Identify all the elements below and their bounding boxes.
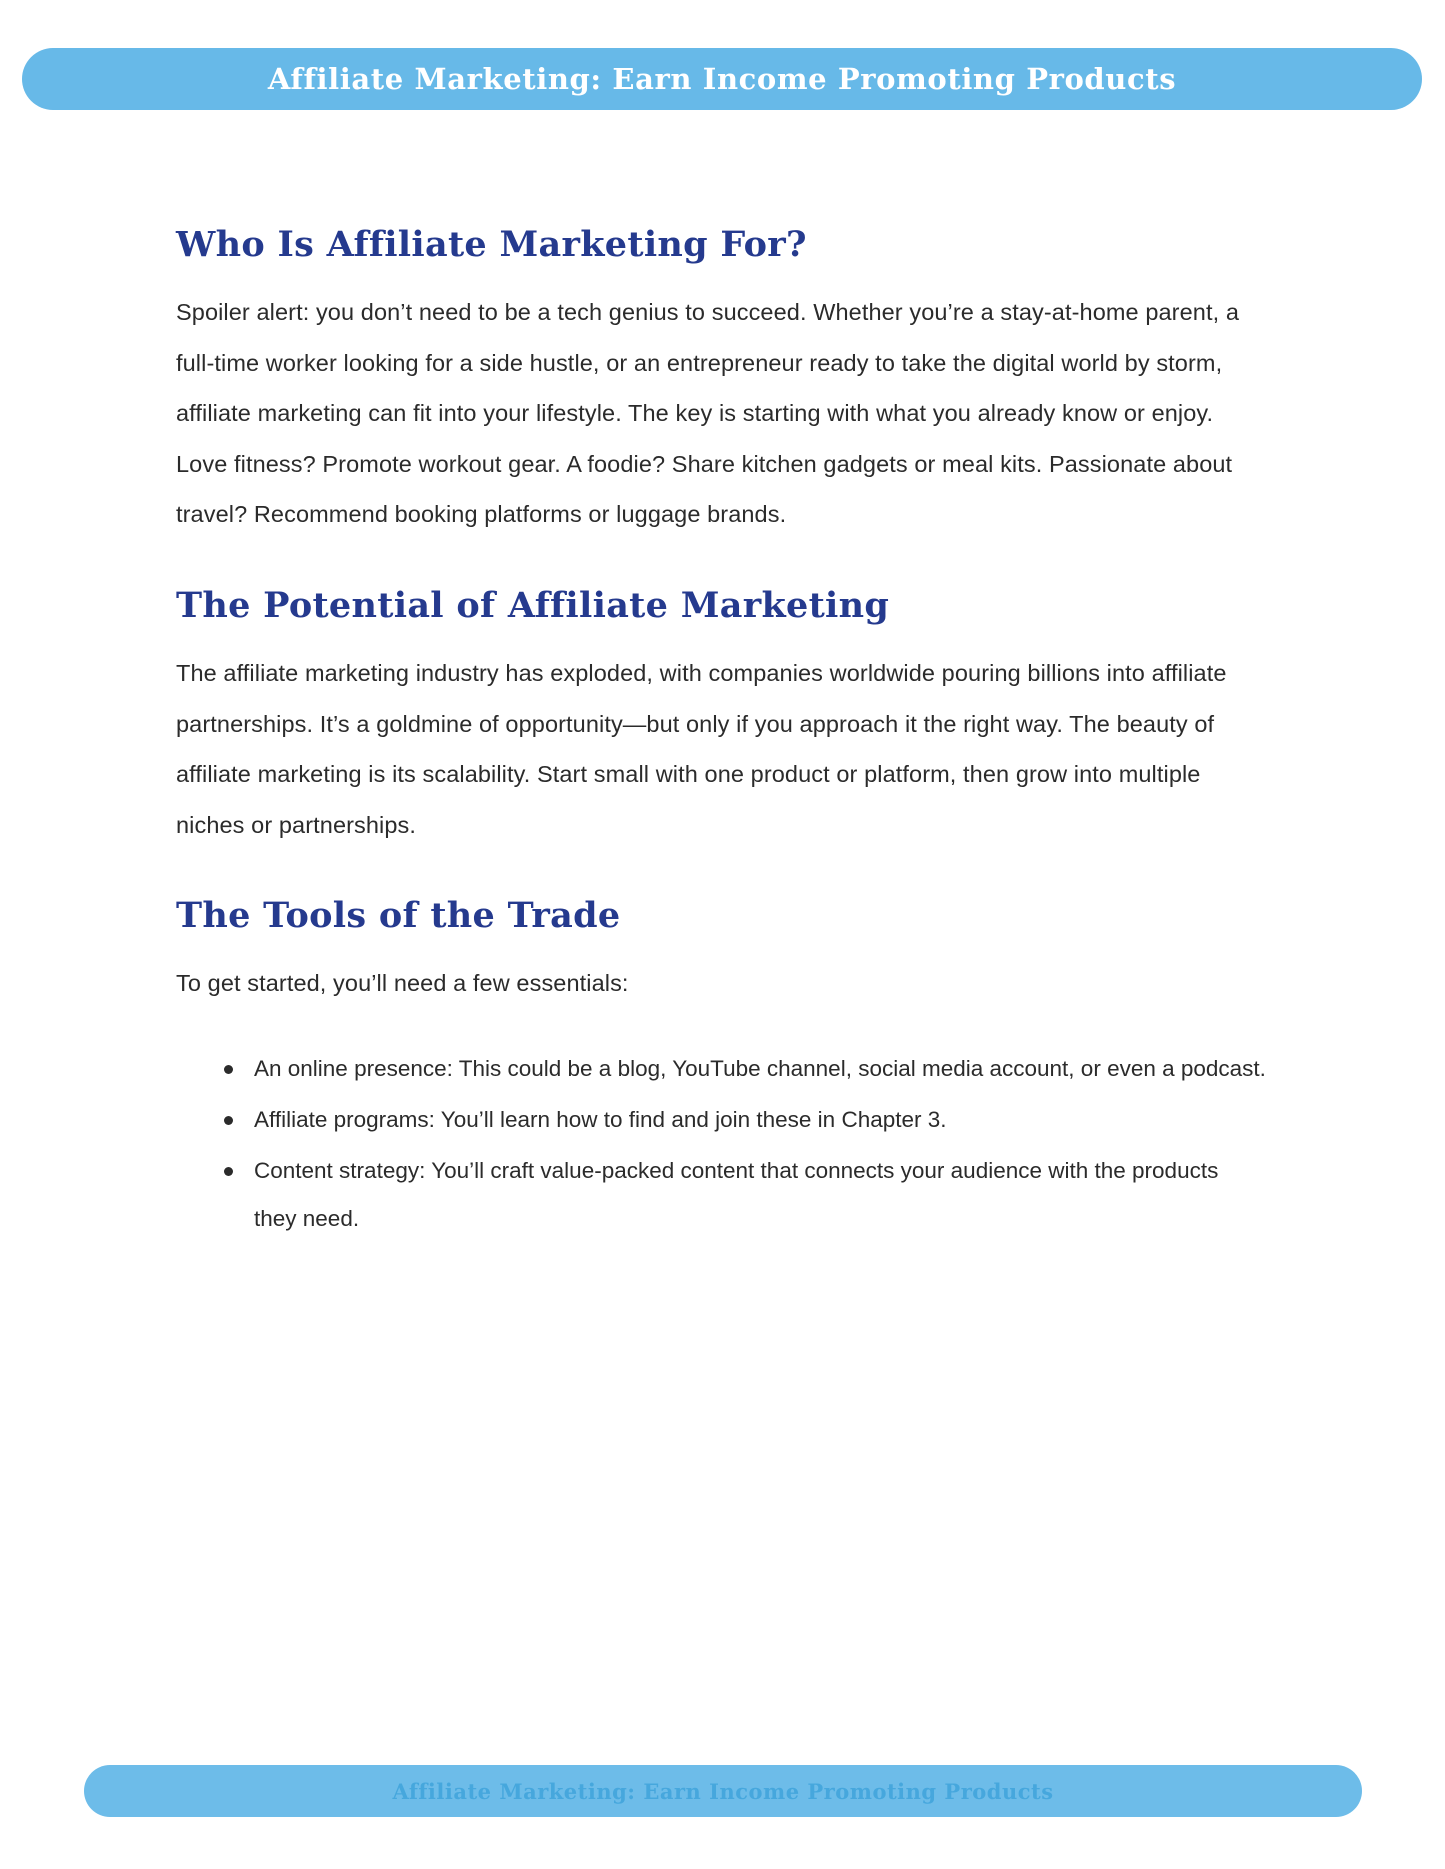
section-paragraph: The affiliate marketing industry has exploded, with companies worldwide pouring billions into affiliate partnerships. It’s a goldmine of opportunity—but only if you approach it the right way. The beauty of affiliate marketing is its scalability. Start small with one product or platform, then grow into multiple niches or partnerships. bbox=[176, 660, 1227, 838]
section-heading: The Potential of Affiliate Marketing bbox=[176, 584, 890, 626]
tools-bullet-list bbox=[176, 1045, 1266, 1242]
section-who-is-affiliate-marketing-for bbox=[176, 225, 1266, 540]
list-item: Content strategy: You’ll craft value-packed content that connects your audience with the products they need. bbox=[216, 1147, 1266, 1242]
section-heading: The Tools of the Trade bbox=[176, 895, 621, 937]
header-banner bbox=[22, 48, 1422, 110]
section-heading: Who Is Affiliate Marketing For? bbox=[176, 224, 807, 265]
section-paragraph: Spoiler alert: you don’t need to be a tech genius to succeed. Whether you’re a stay-at-home parent, a full-time worker looking for a side hustle, or an entrepreneur ready to take the digital world by storm, affiliate marketing can fit into your lifestyle. The key is starting with what you already know or enjoy. Love fitness? Promote workout gear. A foodie? Share kitchen gadgets or meal kits. Passionate about travel? Recommend booking platforms or luggage brands. bbox=[176, 299, 1239, 528]
section-paragraph: To get started, you’ll need a few essentials: bbox=[176, 970, 629, 997]
footer-banner bbox=[84, 1765, 1362, 1817]
section-the-potential-of-affiliate-marketing bbox=[176, 586, 1266, 850]
document-content bbox=[176, 225, 1266, 1288]
footer-title: Affiliate Marketing: Earn Income Promoting Products bbox=[392, 1778, 1054, 1804]
list-item: An online presence: This could be a blog, YouTube channel, social media account, or even a podcast. bbox=[216, 1045, 1266, 1092]
section-the-tools-of-the-trade bbox=[176, 896, 1266, 1242]
header-title: Affiliate Marketing: Earn Income Promoting Products bbox=[267, 62, 1177, 96]
list-item: Affiliate programs: You’ll learn how to find and join these in Chapter 3. bbox=[216, 1096, 1266, 1143]
